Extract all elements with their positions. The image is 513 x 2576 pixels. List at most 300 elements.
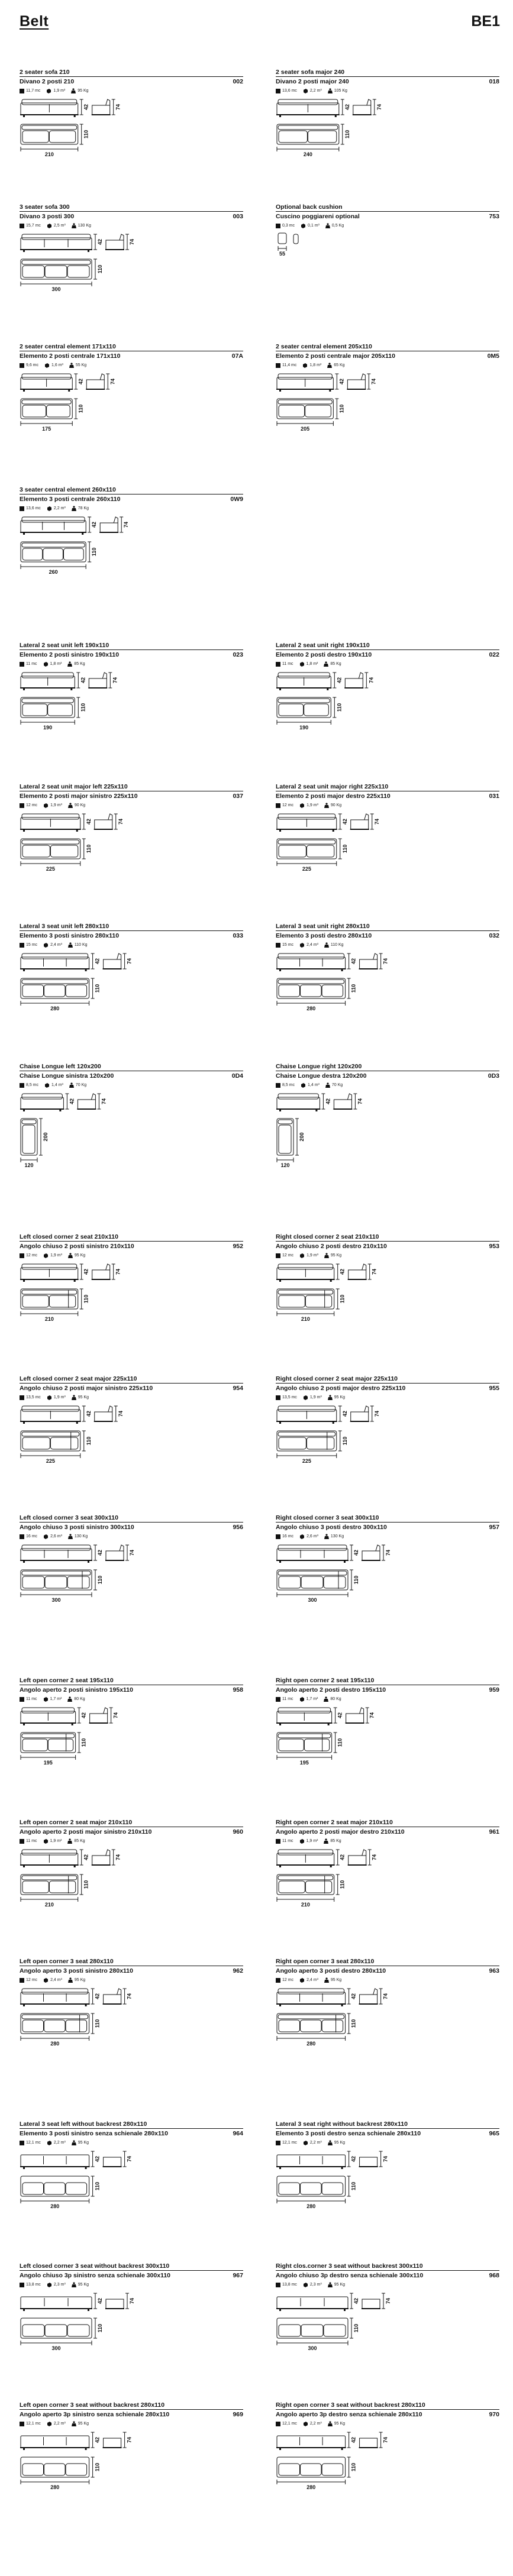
package-volume-icon: [303, 1395, 308, 1400]
width-6: 260: [49, 569, 58, 575]
spec-weight: [72, 506, 89, 511]
weight-icon: [328, 1395, 333, 1400]
drawing-svg: [276, 669, 412, 739]
front-elevation: [276, 1545, 349, 1563]
spec-volume-value: 1,9 m³: [50, 1253, 62, 1258]
width-15: 210: [44, 1316, 54, 1322]
spec-volume: [301, 224, 320, 228]
spec-volume: [43, 1697, 62, 1702]
seat-height-0: 42: [83, 104, 89, 111]
product-specs: [20, 1395, 243, 1400]
fabric-square-icon: [276, 1978, 280, 1983]
product-name-it: Angolo aperto 3 posti destro 280x110: [276, 1967, 386, 1974]
product-title-row: [276, 1966, 499, 1974]
seat-height-12: 42: [350, 958, 357, 965]
seat-height-5: 42: [338, 378, 345, 385]
spec-weight: [324, 1534, 344, 1539]
product-specs: [20, 223, 243, 228]
product-name-it: Elemento 2 posti centrale major 205x110: [276, 353, 395, 360]
fabric-square-icon: [276, 1395, 280, 1400]
plan-view: [21, 2013, 89, 2034]
product-name-en: Chaise Longue left 120x200: [20, 1063, 101, 1070]
spec-volume-value: 2,3 m³: [53, 2283, 66, 2287]
weight-icon: [324, 942, 329, 948]
product-code: 959: [489, 1686, 499, 1693]
product-name-it: Divano 2 posti 210: [20, 78, 75, 85]
product-name-en: Left open corner 3 seat 280x110: [20, 1958, 114, 1965]
product-name-en: Chaise Longue right 120x200: [276, 1063, 362, 1070]
technical-drawing: [276, 96, 499, 166]
spec-weight-value: 105 Kg: [334, 89, 347, 93]
spec-weight: [68, 1977, 85, 1983]
plan-view: [277, 1733, 332, 1753]
fabric-square-icon: [20, 506, 24, 511]
drawing-svg: [20, 2148, 156, 2218]
spec-fabric: [276, 1839, 293, 1844]
product-title-row: [276, 2270, 499, 2279]
product-title-row: [276, 1685, 499, 1693]
spec-weight-value: 55 Kg: [75, 363, 87, 367]
seat-height-28: 42: [350, 2155, 357, 2163]
spec-volume: [47, 224, 66, 228]
spec-fabric: [20, 2422, 41, 2426]
product-title-row: [20, 494, 243, 503]
spec-fabric: [276, 1395, 297, 1400]
technical-drawing: [20, 669, 243, 739]
spec-volume: [299, 1697, 318, 1702]
product-name-en: Lateral 2 seat unit left 190x110: [20, 642, 109, 649]
package-volume-icon: [303, 89, 308, 93]
drawing-svg: [20, 1985, 156, 2055]
spec-volume: [303, 2141, 322, 2145]
seat-height-32: 42: [350, 2436, 357, 2444]
product-item: [276, 2402, 499, 2499]
product-specs: [276, 2282, 499, 2287]
product-title-row: [276, 1241, 499, 1250]
product-name-en: Lateral 2 seat unit right 190x110: [276, 642, 370, 649]
spec-volume-value: 2,3 m³: [309, 2283, 322, 2287]
depth-22: 110: [337, 1738, 343, 1747]
spec-volume: [47, 1395, 66, 1400]
plan-view: [21, 1874, 78, 1895]
product-specs: [276, 942, 499, 948]
product-specs: [20, 942, 243, 948]
fabric-square-icon: [20, 2422, 24, 2426]
product-name-en: 2 seater sofa 210: [20, 69, 70, 76]
weight-icon: [72, 2421, 76, 2426]
width-31: 280: [50, 2484, 60, 2490]
package-volume-icon: [47, 2283, 52, 2287]
plan-view: [21, 2457, 89, 2477]
front-elevation: [276, 2297, 349, 2311]
fabric-square-icon: [276, 943, 280, 948]
spec-fabric: [20, 662, 37, 667]
height-4: 74: [109, 378, 116, 385]
spec-weight: [328, 2140, 345, 2145]
spec-volume-value: 2,4 m³: [50, 1978, 62, 1982]
plan-view: [21, 839, 80, 859]
package-volume-icon: [299, 1697, 305, 1702]
spec-weight: [324, 1253, 341, 1258]
product-item: [20, 1677, 243, 1774]
weight-icon: [72, 506, 76, 511]
drawing-svg: [20, 513, 156, 583]
width-26: 280: [306, 2041, 316, 2047]
width-25: 280: [50, 2041, 60, 2047]
front-elevation: [276, 374, 334, 392]
height-29: 74: [129, 2297, 135, 2304]
front-elevation: [20, 1264, 79, 1282]
product-specs: [20, 2421, 243, 2426]
seat-height-27: 42: [94, 2155, 101, 2163]
drawing-svg: [276, 1402, 412, 1472]
spec-volume-value: 0,1 m³: [308, 224, 320, 228]
package-volume-icon: [46, 89, 51, 93]
product-name-en: Lateral 3 seat unit left 280x110: [20, 923, 109, 930]
spec-weight-value: 95 Kg: [334, 2283, 346, 2287]
product-name-it: Angolo aperto 2 posti sinistro 195x110: [20, 1686, 133, 1693]
product-name-it: Elemento 2 posti centrale 171x110: [20, 353, 121, 360]
spec-fabric: [20, 803, 37, 808]
front-elevation: [20, 814, 81, 832]
package-volume-icon: [43, 943, 49, 948]
plan-view: [21, 1733, 76, 1753]
spec-weight: [72, 1395, 89, 1400]
spec-fabric-value: 11 mc: [282, 1839, 293, 1843]
technical-drawing: [20, 2290, 243, 2360]
spec-fabric-value: 11 mc: [26, 662, 37, 666]
spec-fabric: [20, 363, 38, 368]
fabric-square-icon: [276, 2283, 280, 2287]
height-8: 74: [368, 677, 375, 684]
product-name-it: Angolo aperto 3 posti sinistro 280x110: [20, 1967, 133, 1974]
product-code: 003: [233, 213, 243, 220]
spec-volume-value: 1,8 m³: [50, 662, 62, 666]
side-elevation: [88, 673, 107, 688]
package-volume-icon: [47, 224, 52, 228]
package-volume-icon: [303, 2422, 308, 2426]
spec-weight: [72, 2140, 89, 2145]
spec-volume: [47, 506, 66, 511]
product-name-it: Elemento 2 posti destro 190x110: [276, 651, 372, 658]
drawing-svg: [20, 1704, 156, 1774]
product-title-row: [276, 351, 499, 360]
spec-volume-value: 2,4 m³: [306, 943, 318, 947]
plan-view: [21, 399, 72, 419]
height-12: 74: [382, 958, 389, 965]
spec-fabric: [276, 662, 293, 667]
product-code: 961: [489, 1828, 499, 1835]
product-name-it: Angolo aperto 3p destro senza schienale 280x110: [276, 2411, 422, 2418]
spec-fabric-value: 15 mc: [26, 943, 38, 947]
fabric-square-icon: [276, 363, 280, 368]
spec-volume: [299, 1253, 318, 1258]
seat-height-23: 42: [83, 1854, 89, 1861]
depth-9: 110: [85, 844, 92, 854]
height-11: 74: [126, 958, 133, 965]
product-item: [20, 1375, 243, 1472]
width-21: 195: [43, 1760, 53, 1766]
technical-drawing: [276, 2290, 499, 2360]
spec-volume: [303, 1395, 322, 1400]
plan-view: [277, 1570, 348, 1590]
depth-2: 110: [97, 264, 103, 274]
package-volume-icon: [301, 1083, 306, 1088]
spec-volume-value: 1,7 m³: [306, 1697, 318, 1701]
width-30: 300: [308, 2345, 317, 2351]
spec-fabric-value: 15 mc: [282, 943, 294, 947]
package-volume-icon: [47, 506, 52, 511]
front-elevation: [276, 1264, 335, 1282]
product-name-it: Angolo aperto 2 posti destro 195x110: [276, 1686, 386, 1693]
spec-weight-value: 0,5 Kg: [331, 224, 344, 228]
product-item: [20, 923, 243, 1020]
height-10: 74: [373, 818, 380, 825]
spec-weight-value: 95 Kg: [78, 89, 89, 93]
package-volume-icon: [44, 1083, 50, 1088]
side-elevation: [359, 954, 378, 969]
product-name-it: Elemento 3 posti destro senza schienale 280x110: [276, 2130, 421, 2137]
spec-volume: [46, 89, 65, 93]
fabric-square-icon: [276, 2422, 280, 2426]
plan-view: [21, 124, 78, 144]
product-name-en: Right clos.corner 3 seat without backrest 300x110: [276, 2263, 423, 2270]
fabric-square-icon: [276, 1839, 280, 1844]
spec-fabric-value: 12 mc: [282, 1253, 294, 1258]
side-elevation: [94, 814, 113, 829]
product-title-row: [276, 1522, 499, 1531]
front-elevation: [276, 1989, 346, 2006]
fabric-square-icon: [20, 1697, 24, 1702]
product-item: [276, 1677, 499, 1774]
front-elevation: [276, 814, 337, 832]
spec-fabric-value: 13,8 mc: [26, 2283, 41, 2287]
product-name-it: Angolo chiuso 2 posti major destro 225x110: [276, 1385, 406, 1392]
seat-height-1: 42: [344, 104, 350, 111]
product-title-row: [276, 2409, 499, 2418]
product-item: [20, 2263, 243, 2360]
spec-volume: [43, 943, 62, 948]
spec-volume: [299, 1839, 318, 1844]
product-item: [20, 1233, 243, 1330]
product-title-row: [20, 1522, 243, 1531]
drawing-svg: [20, 2290, 156, 2360]
plan-view: [277, 697, 331, 717]
side-elevation: [359, 2157, 378, 2167]
front-elevation: [20, 2297, 92, 2311]
spec-volume: [43, 1978, 62, 1983]
fabric-square-icon: [20, 1083, 24, 1088]
drawing-svg: [20, 1846, 156, 1916]
product-name-it: Divano 2 posti major 240: [276, 78, 349, 85]
spec-weight-value: 95 Kg: [78, 2422, 89, 2426]
front-elevation: [276, 1850, 335, 1867]
spec-volume: [43, 1253, 62, 1258]
spec-fabric-value: 11,4 mc: [282, 363, 297, 367]
weight-icon: [324, 1253, 329, 1258]
product-title-row: [276, 76, 499, 85]
product-name-it: Elemento 3 posti centrale 260x110: [20, 496, 121, 503]
product-specs: [20, 803, 243, 808]
technical-drawing: [20, 513, 243, 583]
product-title-row: [276, 649, 499, 658]
side-elevation: [86, 374, 105, 389]
product-code: 031: [489, 793, 499, 800]
spec-volume-value: 2,2 m³: [53, 2141, 66, 2145]
depth-27: 110: [94, 2181, 101, 2191]
fabric-square-icon: [276, 662, 280, 667]
product-code: 969: [233, 2411, 243, 2418]
weight-icon: [68, 942, 73, 948]
spec-weight-value: 85 Kg: [74, 1839, 85, 1843]
plan-view: [277, 1874, 334, 1895]
plan-view: [277, 1119, 293, 1155]
spec-weight-value: 70 Kg: [331, 1083, 343, 1087]
weight-icon: [324, 1696, 328, 1702]
product-name-en: 3 seater central element 260x110: [20, 486, 116, 493]
plan-view: [277, 1289, 334, 1309]
side-elevation: [77, 1094, 96, 1109]
product-name-en: Right closed corner 2 seat 210x110: [276, 1233, 379, 1240]
product-specs: [276, 1395, 499, 1400]
package-volume-icon: [302, 363, 308, 368]
seat-height-22: 42: [337, 1712, 343, 1719]
seat-height-16: 42: [339, 1268, 346, 1275]
spec-weight: [324, 1838, 341, 1844]
product-name-en: Left open corner 2 seat 195x110: [20, 1677, 114, 1684]
spec-weight-value: 80 Kg: [330, 1697, 341, 1701]
spec-fabric-value: 9,6 mc: [26, 363, 39, 367]
side-elevation: [92, 99, 111, 115]
width-1: 240: [303, 151, 312, 157]
weight-icon: [328, 2140, 333, 2145]
drawing-svg: [20, 370, 156, 440]
drawing-svg: [20, 2429, 156, 2499]
product-name-it: Angolo chiuso 3p sinistro senza schienale 300x110: [20, 2272, 171, 2279]
spec-fabric-value: 11 mc: [282, 662, 293, 666]
product-code: 07A: [231, 353, 243, 360]
depth-26: 110: [350, 2019, 357, 2028]
spec-fabric-value: 11 mc: [26, 1697, 37, 1701]
spec-fabric-value: 13,6 mc: [26, 506, 41, 510]
depth-5: 110: [338, 404, 345, 413]
weight-icon: [69, 363, 74, 368]
seat-height-29: 42: [97, 2297, 103, 2304]
product-specs: [20, 363, 243, 368]
spec-weight: [68, 942, 88, 948]
weight-icon: [69, 1082, 74, 1088]
spec-volume-value: 1,9 m³: [306, 1839, 318, 1843]
side-elevation: [348, 1264, 367, 1279]
product-name-it: Angolo aperto 2 posti major sinistro 210x110: [20, 1828, 152, 1835]
spec-volume: [299, 943, 318, 948]
height-2: 74: [129, 238, 135, 245]
width-32: 280: [306, 2484, 316, 2490]
spec-weight-value: 130 Kg: [330, 1534, 344, 1539]
package-volume-icon: [301, 224, 306, 228]
depth-28: 110: [350, 2181, 357, 2191]
front-elevation: [20, 1708, 76, 1725]
spec-volume-value: 2,6 m³: [50, 1534, 62, 1539]
spec-volume: [43, 1839, 62, 1844]
weight-icon: [325, 223, 330, 228]
side-elevation: [333, 1094, 352, 1109]
weight-icon: [328, 88, 333, 93]
spec-fabric: [276, 1978, 293, 1983]
fabric-square-icon: [20, 1978, 24, 1983]
front-elevation: [276, 673, 331, 690]
depth-32: 110: [350, 2462, 357, 2472]
side-elevation: [89, 1708, 108, 1723]
spec-fabric-value: 11,7 mc: [26, 89, 41, 93]
technical-drawing: [20, 1541, 243, 1611]
package-volume-icon: [47, 2422, 52, 2426]
spec-fabric-value: 8,5 mc: [26, 1083, 39, 1087]
front-elevation: [276, 1708, 333, 1725]
package-volume-icon: [43, 1253, 49, 1258]
spec-fabric-value: 13,6 mc: [282, 89, 297, 93]
product-specs: [276, 1082, 499, 1088]
weight-icon: [328, 2282, 333, 2287]
product-item: [276, 69, 499, 166]
spec-fabric: [276, 2283, 297, 2287]
spec-fabric-value: 12 mc: [282, 1978, 294, 1982]
depth-24: 110: [339, 1880, 346, 1889]
cushion-view: [278, 233, 298, 244]
technical-drawing: [276, 2429, 499, 2499]
spec-volume-value: 1,6 m³: [51, 363, 63, 367]
plan-view: [21, 2318, 92, 2338]
width-8: 190: [299, 725, 309, 731]
package-volume-icon: [299, 1978, 305, 1983]
width-7: 190: [43, 725, 53, 731]
technical-drawing: [276, 1402, 499, 1472]
product-specs: [20, 1082, 243, 1088]
fabric-square-icon: [20, 2283, 24, 2287]
spec-weight-value: 95 Kg: [78, 1395, 89, 1399]
front-elevation: [276, 1094, 320, 1111]
product-name-en: 2 seater central element 205x110: [276, 343, 372, 350]
spec-fabric-value: 16 mc: [282, 1534, 294, 1539]
drawing-svg: [20, 231, 156, 300]
plan-view: [277, 124, 339, 144]
product-title-row: [276, 211, 499, 220]
seat-height-2: 42: [97, 238, 103, 245]
spec-volume: [47, 2283, 66, 2287]
weight-icon: [325, 1082, 330, 1088]
front-elevation: [20, 2155, 90, 2169]
depth-0: 110: [83, 130, 89, 139]
weight-icon: [67, 1696, 72, 1702]
spec-weight-value: 70 Kg: [75, 1083, 87, 1087]
seat-height-24: 42: [339, 1854, 346, 1861]
width-28: 280: [306, 2203, 316, 2209]
drawing-svg: [276, 2148, 412, 2218]
technical-drawing: [276, 1260, 499, 1330]
product-code: 0M5: [487, 353, 499, 360]
spec-fabric-value: 11 mc: [282, 1697, 293, 1701]
spec-fabric: [20, 1839, 37, 1844]
product-title-row: [276, 2128, 499, 2137]
drawing-svg: [20, 96, 156, 166]
spec-volume: [43, 1534, 62, 1539]
spec-weight: [324, 1696, 341, 1702]
spec-weight-value: 130 Kg: [78, 224, 91, 228]
plan-view: [21, 259, 92, 279]
product-code: 954: [233, 1385, 243, 1392]
height-25: 74: [126, 1993, 133, 2000]
product-name-it: Elemento 3 posti destro 280x110: [276, 932, 372, 939]
